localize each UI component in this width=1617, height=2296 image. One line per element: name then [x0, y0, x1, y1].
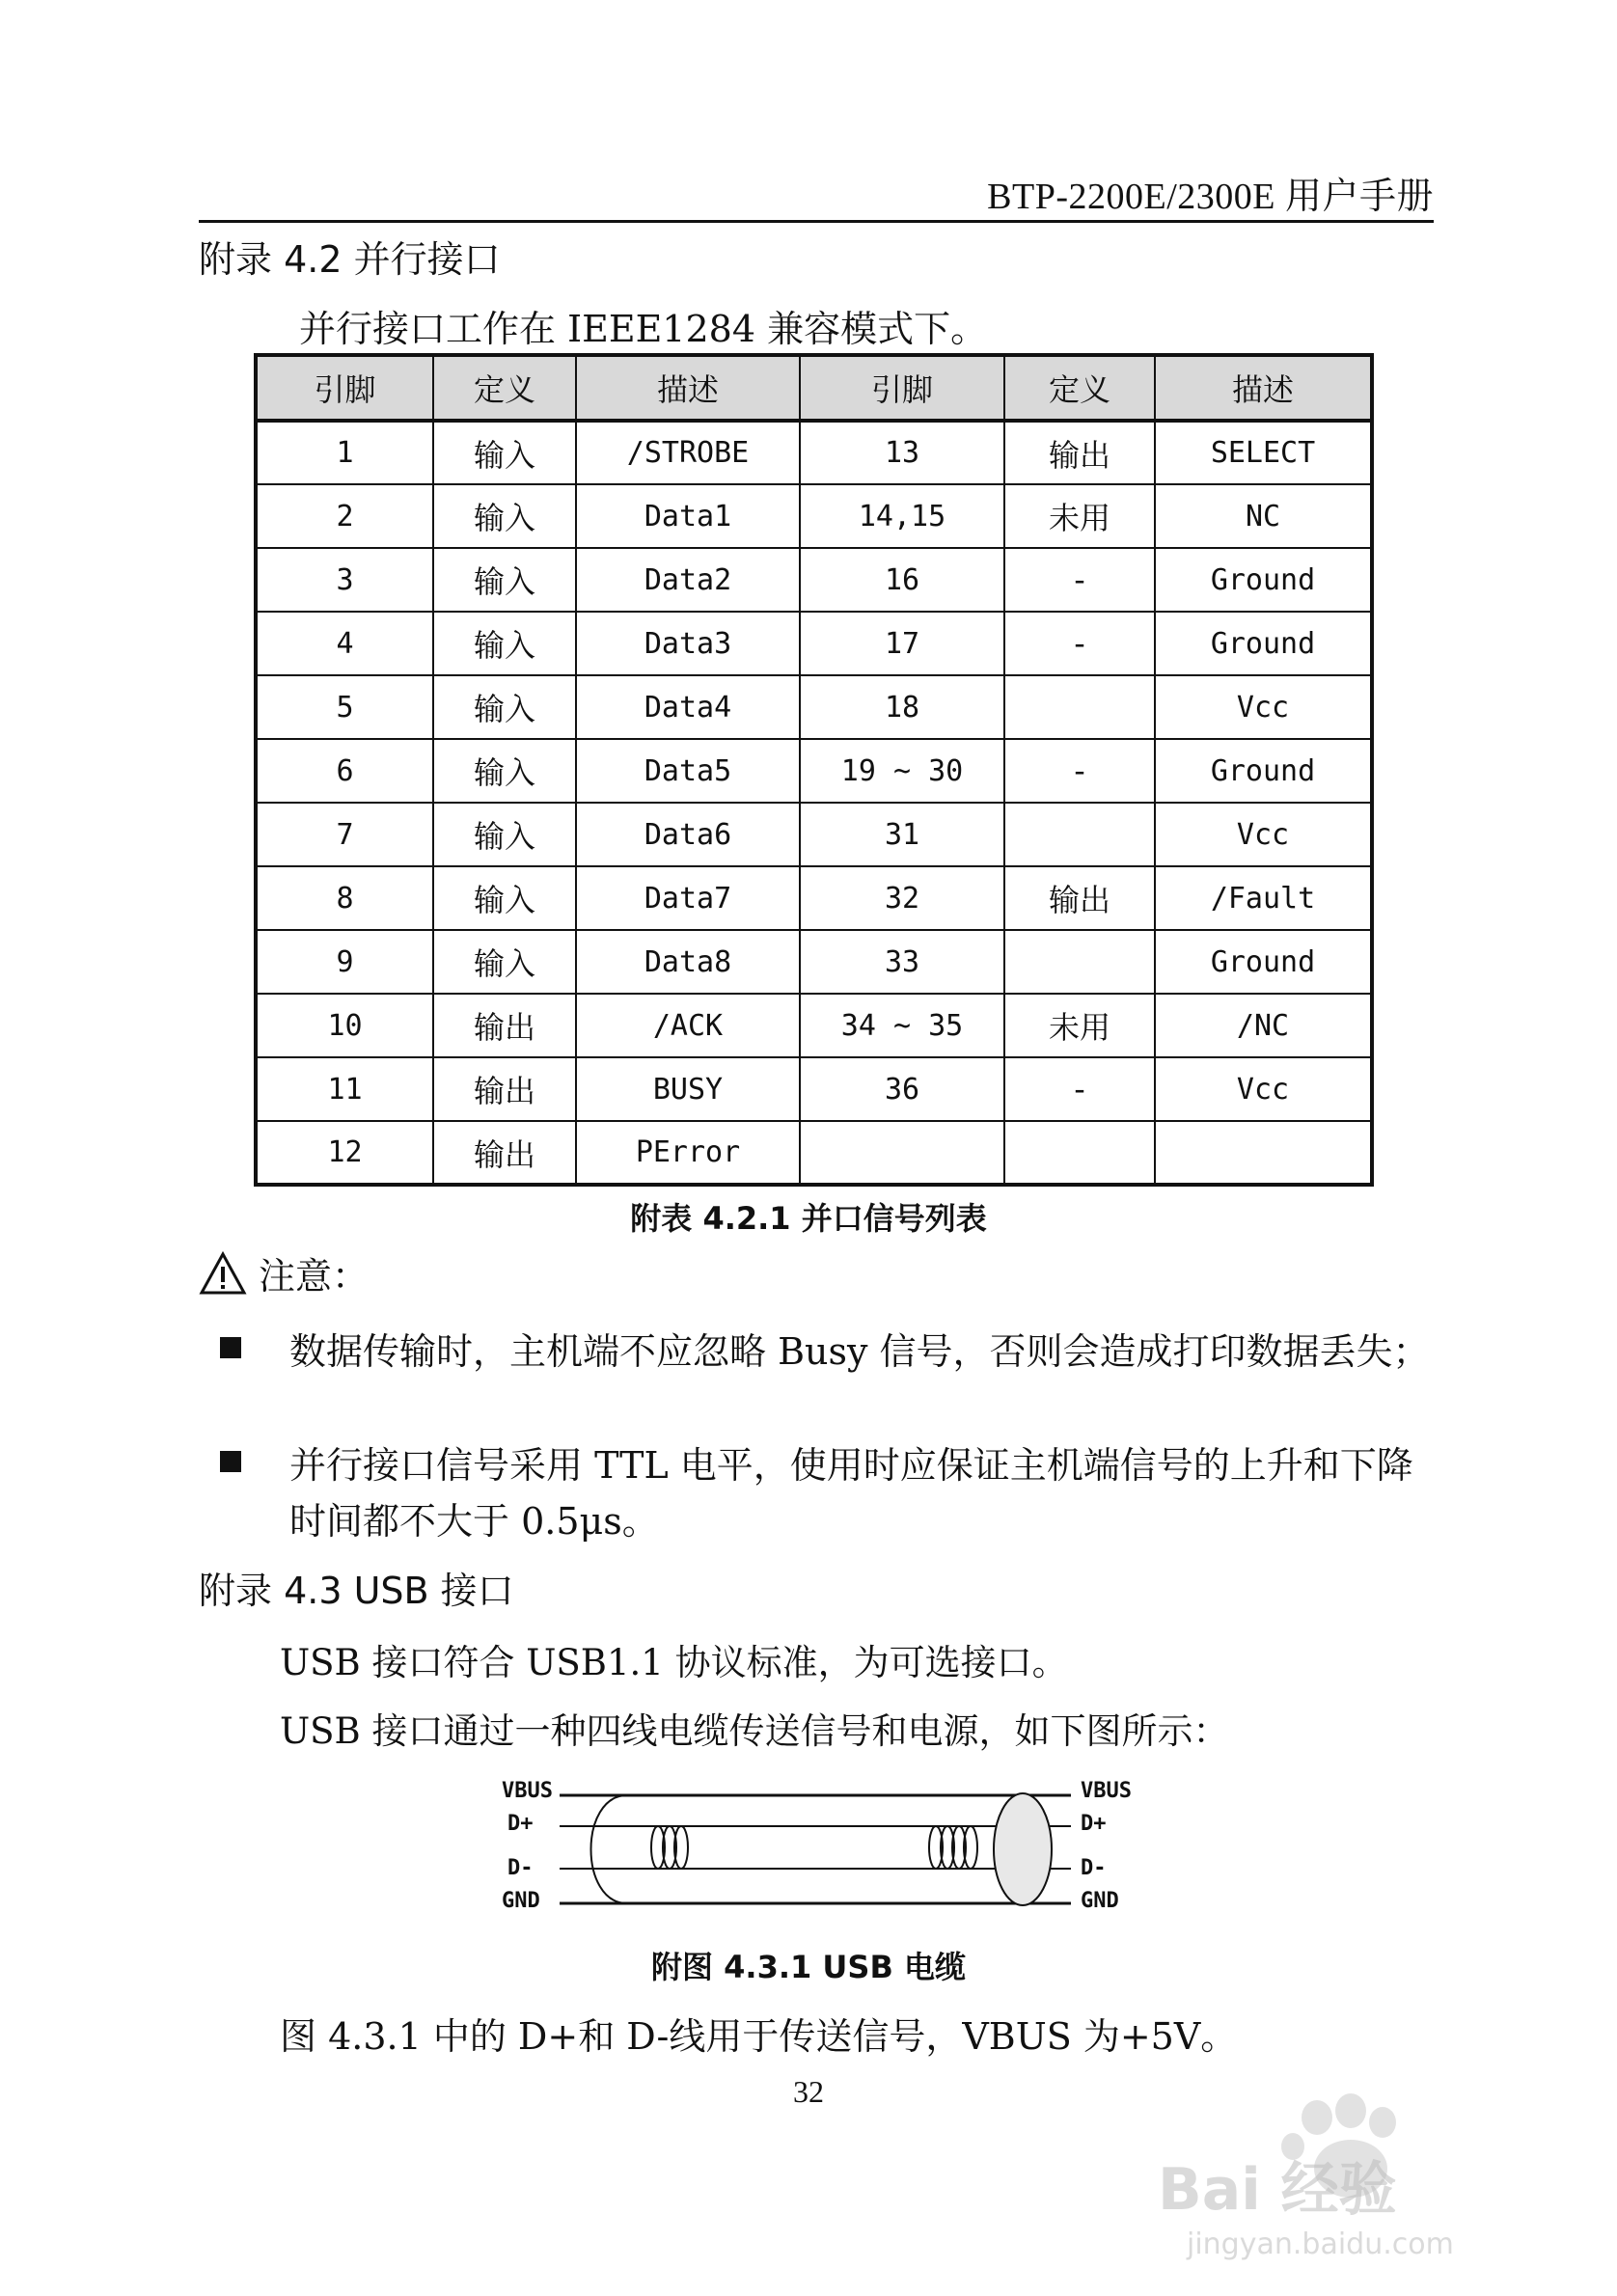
pin-table-row: [256, 421, 1372, 484]
pin-table-cell: [800, 1121, 1004, 1185]
pin-table-cell: 输入: [433, 612, 576, 675]
cable-right-end: [994, 1793, 1052, 1905]
pin-table-cell: 6: [256, 739, 433, 803]
section-title-parallel: 附录 4.2 并行接口: [199, 238, 501, 281]
pin-table-cell: [1155, 1121, 1372, 1185]
pin-table-row: [256, 994, 1372, 1057]
parallel-intro: 并行接口工作在 IEEE1284 兼容模式下。: [299, 308, 988, 350]
usb-paragraph-2: USB 接口通过一种四线电缆传送信号和电源，如下图所示：: [280, 1710, 1229, 1752]
pin-table-cell: -: [1004, 548, 1155, 612]
pin-table-cell: -: [1004, 1057, 1155, 1121]
twist-coil-right: [929, 1826, 977, 1869]
pin-table-cell: 输入: [433, 739, 576, 803]
pin-table-cell: 未用: [1004, 484, 1155, 548]
pin-table-row: [256, 675, 1372, 739]
pin-table-cell: 34 ~ 35: [800, 994, 1004, 1057]
header-description: 描述: [576, 355, 800, 421]
watermark-url: jingyan.baidu.com: [1187, 2228, 1454, 2261]
pin-table-cell: 13: [800, 421, 1004, 484]
pin-table-cell: Ground: [1155, 548, 1372, 612]
baidu-watermark: [1148, 2093, 1553, 2267]
pin-table-cell: NC: [1155, 484, 1372, 548]
pin-table-cell: /STROBE: [576, 421, 800, 484]
pin-table-cell: Data7: [576, 866, 800, 930]
label-vbus-right: VBUS: [1081, 1779, 1132, 1803]
pin-table-cell: Ground: [1155, 612, 1372, 675]
pin-table-row: [256, 1121, 1372, 1185]
notice-bullet-text: 数据传输时，主机端不应忽略 Busy 信号，否则会造成打印数据丢失；: [289, 1330, 1430, 1373]
pin-table-cell: 输入: [433, 803, 576, 866]
pin-table-row: [256, 612, 1372, 675]
pin-table-cell: 8: [256, 866, 433, 930]
pin-table: [254, 353, 1374, 1187]
pin-table-cell: 14,15: [800, 484, 1004, 548]
label-vbus-left: VBUS: [502, 1779, 553, 1803]
bullet-square-icon: [220, 1451, 241, 1472]
pin-table-cell: [1004, 675, 1155, 739]
pin-table-cell: 11: [256, 1057, 433, 1121]
pin-table-cell: Vcc: [1155, 803, 1372, 866]
pin-table-cell: 17: [800, 612, 1004, 675]
usb-cable-figure: [482, 1770, 1138, 1925]
pin-table-cell: 输入: [433, 548, 576, 612]
label-dminus-left: D-: [507, 1856, 534, 1880]
pin-table-cell: Ground: [1155, 739, 1372, 803]
pin-table-row: [256, 484, 1372, 548]
pin-table-cell: 32: [800, 866, 1004, 930]
label-dplus-right: D+: [1081, 1812, 1107, 1836]
pin-table-cell: 4: [256, 612, 433, 675]
twist-coil-left: [651, 1826, 688, 1869]
label-gnd-right: GND: [1081, 1889, 1119, 1913]
label-gnd-left: GND: [502, 1889, 540, 1913]
pin-table-cell: 未用: [1004, 994, 1155, 1057]
pin-table-cell: SELECT: [1155, 421, 1372, 484]
pin-table-cell: 7: [256, 803, 433, 866]
pin-table-cell: 10: [256, 994, 433, 1057]
pin-table-cell: PError: [576, 1121, 800, 1185]
pin-table-cell: 36: [800, 1057, 1004, 1121]
pin-table-row: [256, 739, 1372, 803]
pin-table-cell: Vcc: [1155, 675, 1372, 739]
pin-table-cell: 输出: [433, 1121, 576, 1185]
pin-table-cell: 9: [256, 930, 433, 994]
usb-paragraph-1: USB 接口符合 USB1.1 协议标准，为可选接口。: [280, 1642, 1068, 1683]
pin-table-cell: 18: [800, 675, 1004, 739]
notice-bullet-text: 并行接口信号采用 TTL 电平，使用时应保证主机端信号的上升和下降时间都不大于 0.5μs。: [289, 1444, 1413, 1543]
pin-table-cell: /ACK: [576, 994, 800, 1057]
label-dplus-left: D+: [507, 1812, 534, 1836]
figure-caption: 附图 4.3.1 USB 电缆: [651, 1949, 966, 1985]
cable-left-end: [591, 1795, 628, 1903]
pin-table-cell: 3: [256, 548, 433, 612]
pin-table-cell: Data2: [576, 548, 800, 612]
pin-table-cell: [1004, 1121, 1155, 1185]
table-caption: 附表 4.2.1 并口信号列表: [630, 1200, 987, 1237]
pin-table-row: [256, 548, 1372, 612]
pin-table-cell: 2: [256, 484, 433, 548]
pin-table-cell: 输出: [433, 1057, 576, 1121]
usb-paragraph-3: 图 4.3.1 中的 D+和 D-线用于传送信号，VBUS 为+5V。: [280, 2015, 1238, 2058]
header-description: 描述: [1155, 355, 1372, 421]
watermark-brand: Bai 经验: [1158, 2156, 1397, 2224]
pin-table-cell: [1004, 803, 1155, 866]
bullet-square-icon: [220, 1337, 241, 1358]
pin-table-cell: 输出: [1004, 866, 1155, 930]
header-pin: 引脚: [800, 355, 1004, 421]
pin-table-cell: 输出: [433, 994, 576, 1057]
pin-table-cell: Data4: [576, 675, 800, 739]
notice-heading: [199, 1246, 369, 1299]
pin-table-cell: 19 ~ 30: [800, 739, 1004, 803]
header-definition: 定义: [1004, 355, 1155, 421]
pin-table-row: [256, 930, 1372, 994]
pin-table-cell: [1004, 930, 1155, 994]
pin-table-cell: Vcc: [1155, 1057, 1372, 1121]
pin-table-row: [256, 866, 1372, 930]
pin-table-cell: 输入: [433, 484, 576, 548]
warning-icon: [199, 1251, 247, 1296]
pin-table-cell: -: [1004, 739, 1155, 803]
pin-table-cell: /NC: [1155, 994, 1372, 1057]
pin-table-cell: 输入: [433, 866, 576, 930]
pin-table-cell: Data5: [576, 739, 800, 803]
pin-table-cell: Data1: [576, 484, 800, 548]
pin-table-row: [256, 803, 1372, 866]
pin-table-cell: 16: [800, 548, 1004, 612]
pin-table-cell: 1: [256, 421, 433, 484]
notice-label: 注意：: [259, 1255, 370, 1298]
header-pin: 引脚: [256, 355, 433, 421]
pin-table-row: [256, 1057, 1372, 1121]
header-rule: [199, 220, 1434, 223]
pin-table-body: [256, 421, 1372, 1185]
pin-table-cell: BUSY: [576, 1057, 800, 1121]
page-number: 32: [793, 2074, 824, 2109]
pin-table-cell: 33: [800, 930, 1004, 994]
pin-table-cell: Data6: [576, 803, 800, 866]
pin-table-cell: Data8: [576, 930, 800, 994]
pin-table-cell: 5: [256, 675, 433, 739]
pin-table-cell: Ground: [1155, 930, 1372, 994]
pin-table-cell: /Fault: [1155, 866, 1372, 930]
section-title-usb: 附录 4.3 USB 接口: [199, 1570, 514, 1612]
pin-table-cell: 输出: [1004, 421, 1155, 484]
pin-table-cell: 输入: [433, 421, 576, 484]
label-dminus-right: D-: [1081, 1856, 1107, 1880]
pin-table-cell: 12: [256, 1121, 433, 1185]
header-definition: 定义: [433, 355, 576, 421]
pin-table-cell: 31: [800, 803, 1004, 866]
pin-table-cell: 输入: [433, 930, 576, 994]
header-title: BTP-2200E/2300E 用户手册: [987, 177, 1434, 217]
pin-table-cell: -: [1004, 612, 1155, 675]
pin-table-cell: Data3: [576, 612, 800, 675]
pin-table-cell: 输入: [433, 675, 576, 739]
pin-table-header-row: [256, 355, 1372, 421]
